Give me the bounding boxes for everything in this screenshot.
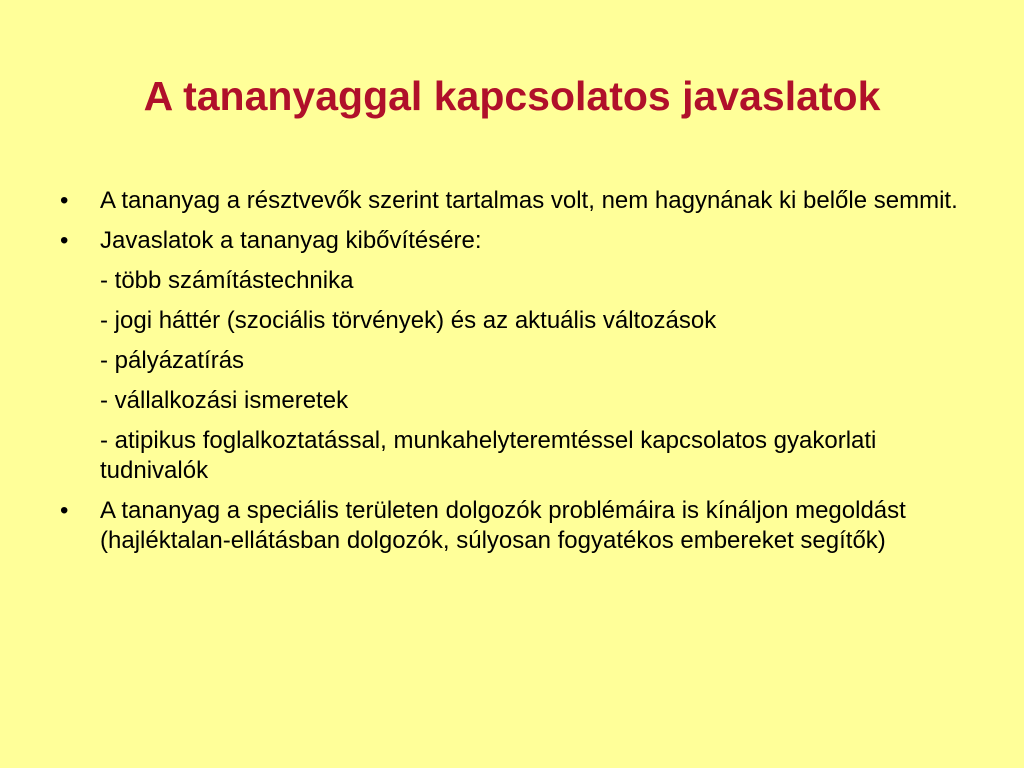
bullet-icon: • — [60, 227, 69, 254]
sub-list-item — [60, 386, 960, 416]
sub-list-item — [60, 306, 960, 336]
list-item-text: Javaslatok a tananyag kibővítésére: — [100, 227, 482, 254]
sub-list-item-text: - vállalkozási ismeretek — [100, 387, 349, 414]
list-item — [60, 186, 960, 216]
sub-list-item-text: - több számítástechnika — [100, 267, 354, 294]
list-item-text: A tananyag a speciális területen dolgozók problémáira is kínáljon megoldást (hajléktalan-ellátásban dolgozók, súlyosan fogyatékos embereket segítők) — [100, 497, 906, 554]
list-item-text: A tananyag a résztvevők szerint tartalmas volt, nem hagynának ki belőle semmit. — [100, 187, 958, 214]
list-item — [60, 496, 960, 556]
sub-list-item — [60, 426, 960, 486]
slide-title: A tananyaggal kapcsolatos javaslatok — [143, 73, 881, 119]
sub-list-item-text: - atipikus foglalkoztatással, munkahelyteremtéssel kapcsolatos gyakorlati tudnivalók — [100, 427, 877, 484]
bullet-icon: • — [60, 497, 69, 524]
sub-list-item-text: - pályázatírás — [100, 347, 245, 374]
sub-list-item — [60, 266, 960, 296]
bullet-list — [60, 186, 960, 566]
sub-list-item — [60, 346, 960, 376]
sub-list-item-text: - jogi háttér (szociális törvények) és az aktuális változások — [100, 307, 717, 334]
list-item — [60, 226, 960, 256]
bullet-icon: • — [60, 187, 69, 214]
